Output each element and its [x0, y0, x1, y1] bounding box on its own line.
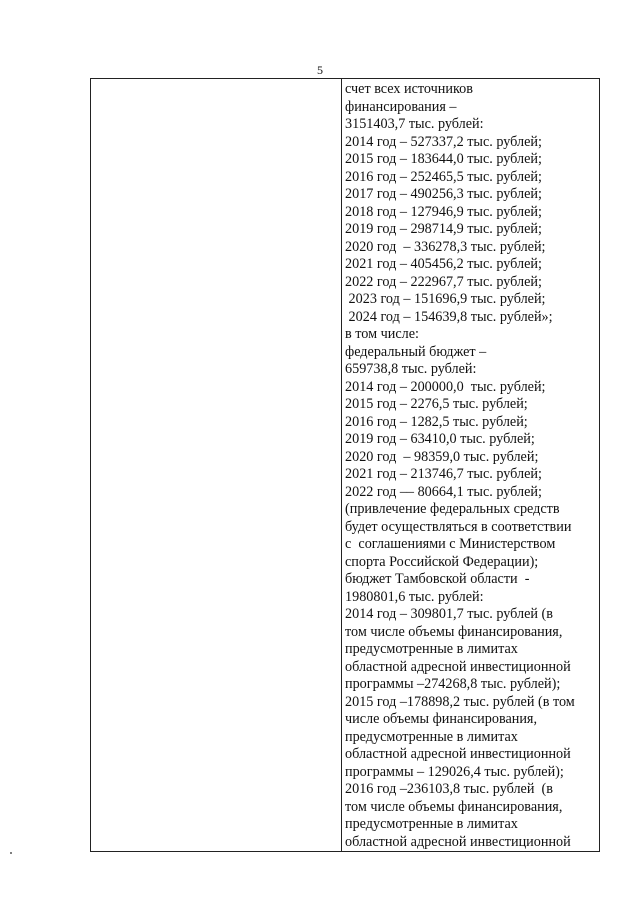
funding-text-line: программы – 129026,4 тыс. рублей); [345, 763, 564, 780]
funding-text-line: 2017 год – 490256,3 тыс. рублей; [345, 186, 542, 202]
funding-text-line: 2021 год – 405456,2 тыс. рублей; [345, 256, 542, 272]
funding-text-line: 2014 год – 527337,2 тыс. рублей; [345, 133, 542, 150]
funding-text-line: 659738,8 тыс. рублей: [345, 361, 477, 377]
right-cell-funding-text [345, 81, 597, 851]
funding-text-line: 2020 год – 336278,3 тыс. рублей; [345, 238, 546, 255]
funding-text-line: 1980801,6 тыс. рублей: [345, 588, 484, 605]
funding-text-line: областной адресной инвестиционной [345, 658, 571, 675]
funding-text-line: предусмотренные в лимитах [345, 641, 518, 657]
funding-text-line: 2015 год –178898,2 тыс. рублей (в том [345, 693, 575, 710]
scan-artifact-dot [10, 852, 12, 854]
funding-text-line: будет осуществляться в соответствии [345, 518, 572, 535]
funding-text-line: программы –274268,8 тыс. рублей); [345, 676, 561, 692]
funding-text-line: 2019 год – 298714,9 тыс. рублей; [345, 221, 542, 237]
funding-text-line: 2014 год – 200000,0 тыс. рублей; [345, 378, 546, 395]
funding-text-line: 3151403,7 тыс. рублей: [345, 116, 484, 132]
funding-text-line: спорта Российской Федерации); [345, 553, 539, 570]
funding-text-line: 2023 год – 151696,9 тыс. рублей; [345, 291, 546, 307]
funding-text-line: 2015 год – 183644,0 тыс. рублей; [345, 151, 542, 167]
funding-text-line: областной адресной инвестиционной [345, 746, 571, 762]
funding-text-line: 2019 год – 63410,0 тыс. рублей; [345, 431, 535, 447]
funding-text-line: федеральный бюджет – [345, 343, 487, 360]
funding-text-line: 2022 год –– 80664,1 тыс. рублей; [345, 483, 542, 500]
funding-text-line: 2016 год – 252465,5 тыс. рублей; [345, 168, 542, 185]
funding-text-line: том числе объемы финансирования, [345, 798, 563, 815]
funding-text-line: предусмотренные в лимитах [345, 816, 518, 832]
funding-text-line: числе объемы финансирования, [345, 711, 538, 727]
funding-text-line: 2022 год – 222967,7 тыс. рублей; [345, 273, 542, 290]
column-divider [341, 79, 342, 851]
funding-text-line: (привлечение федеральных средств [345, 501, 560, 517]
document-table [90, 78, 600, 852]
funding-text-line: 2021 год – 213746,7 тыс. рублей; [345, 466, 542, 482]
funding-text-line: финансирования – [345, 98, 457, 115]
funding-text-line: 2018 год – 127946,9 тыс. рублей; [345, 203, 542, 220]
funding-text-line: 2020 год – 98359,0 тыс. рублей; [345, 448, 539, 465]
funding-text-line: в том числе: [345, 326, 419, 342]
funding-text-line: бюджет Тамбовской области - [345, 571, 530, 587]
funding-text-line: областной адресной инвестиционной [345, 833, 571, 850]
page-number: 5 [317, 63, 323, 77]
funding-text-line: 2015 год – 2276,5 тыс. рублей; [345, 396, 528, 412]
funding-text-line: счет всех источников [345, 81, 473, 97]
funding-text-line: предусмотренные в лимитах [345, 728, 518, 745]
funding-text-line: 2024 год – 154639,8 тыс. рублей»; [345, 308, 553, 325]
funding-text-line: 2016 год –236103,8 тыс. рублей (в [345, 781, 553, 797]
funding-text-line: 2014 год – 309801,7 тыс. рублей (в [345, 606, 553, 622]
funding-text-line: том числе объемы финансирования, [345, 623, 563, 640]
funding-text-line: 2016 год – 1282,5 тыс. рублей; [345, 413, 528, 430]
funding-text-line: с соглашениями с Министерством [345, 536, 556, 552]
